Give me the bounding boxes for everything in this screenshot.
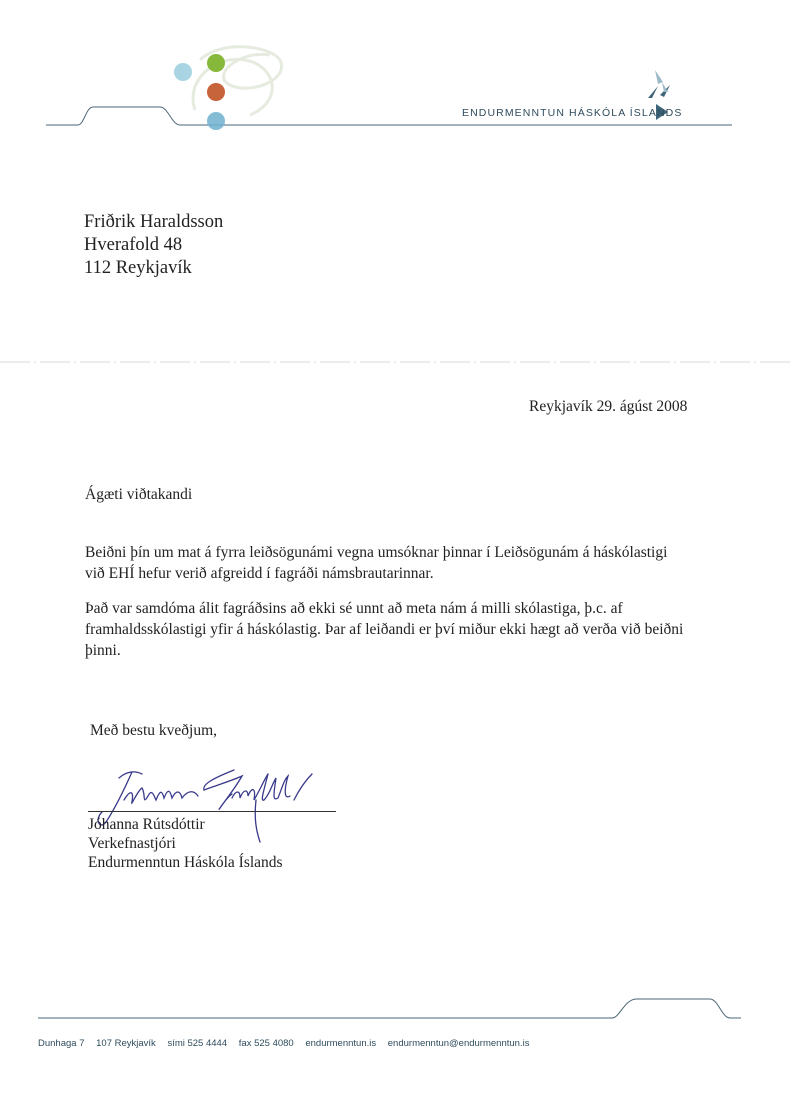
body-line: þinni. [85, 642, 121, 659]
signer-name: Jóhanna Rútsdóttir [88, 816, 205, 833]
footer-contact [38, 1038, 538, 1049]
organization-name: ENDURMENNTUN HÁSKÓLA ÍSLANDS [462, 107, 683, 119]
dot-light-blue [174, 63, 192, 81]
signer-organization: Endurmenntun Háskóla Íslands [88, 854, 283, 871]
footer-address: Dunhaga 7 [38, 1038, 85, 1049]
dot-orange [207, 83, 225, 101]
footer-city: 107 Reykjavík [96, 1038, 156, 1049]
body-paragraph-2 [85, 598, 725, 661]
footer-website[interactable]: endurmenntun.is [305, 1038, 377, 1049]
fold-line [0, 360, 800, 364]
footer-fax: fax 525 4080 [238, 1038, 294, 1049]
dot-green [207, 54, 225, 72]
recipient-name: Friðrik Haraldsson [84, 212, 224, 232]
salutation: Ágæti viðtakandi [85, 486, 193, 503]
date-line: Reykjavík 29. ágúst 2008 [529, 398, 688, 415]
body-line: við EHÍ hefur verið afgreidd í fagráði námsbrautarinnar. [85, 565, 434, 582]
closing: Með bestu kveðjum, [90, 722, 217, 739]
footer-line [38, 999, 741, 1018]
letterhead-graphic [0, 0, 800, 140]
swirl-decoration [193, 47, 282, 115]
dot-blue [207, 112, 225, 130]
signer-title: Verkefnastjóri [88, 835, 176, 852]
recipient-street: Hverafold 48 [84, 235, 183, 255]
body-line: Beiðni þín um mat á fyrra leiðsögunámi vegna umsóknar þinnar í Leiðsögunám á háskólastigi [85, 544, 668, 561]
body-line: framhaldsskólastigi yfir á háskólastig. Þar af leiðandi er því miður ekki hægt að verða við beiðni [85, 621, 684, 638]
footer-phone: sími 525 4444 [167, 1038, 228, 1049]
footer-email[interactable]: endurmenntun@endurmenntun.is [387, 1038, 530, 1049]
signer-block [88, 815, 283, 872]
signature-line [88, 811, 336, 812]
body-line: Það var samdóma álit fagráðsins að ekki sé unnt að meta nám á milli skólastiga, þ.c. af [85, 600, 623, 617]
recipient-city: 112 Reykjavík [84, 258, 192, 278]
footer-graphic [0, 990, 800, 1040]
body-paragraph-1 [85, 542, 725, 584]
recipient-address [84, 211, 223, 280]
